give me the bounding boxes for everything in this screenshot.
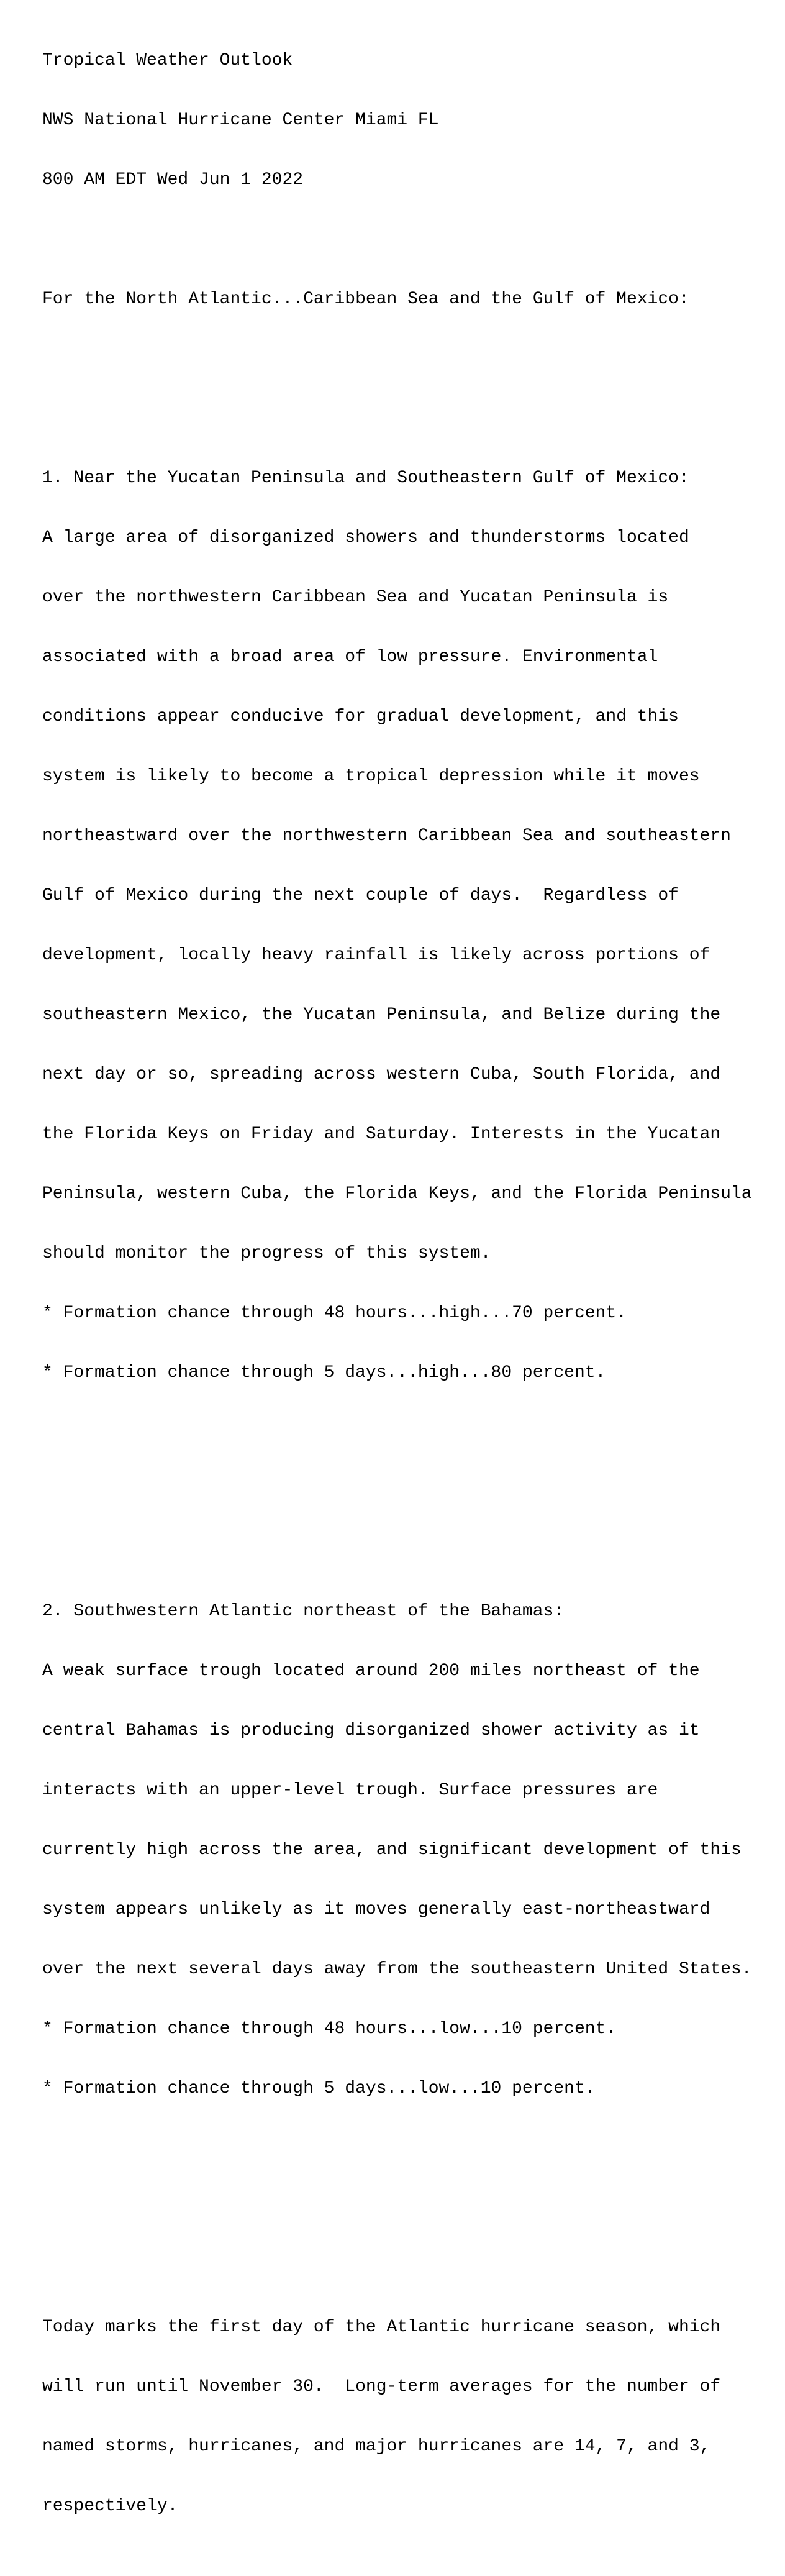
- discussion-line: system appears unlikely as it moves generally east-northeastward: [42, 1900, 710, 1919]
- formation-chance-48h: * Formation chance through 48 hours...high...70 percent.: [42, 1304, 627, 1323]
- season-note-line: named storms, hurricanes, and major hurricanes are 14, 7, and 3,: [42, 2437, 710, 2456]
- discussion-line: should monitor the progress of this system.: [42, 1244, 491, 1263]
- discussion-line: northeastward over the northwestern Caribbean Sea and southeastern: [42, 826, 731, 846]
- discussion-line: A weak surface trough located around 200 miles northeast of the: [42, 1661, 700, 1681]
- season-note-line: Today marks the first day of the Atlantic hurricane season, which: [42, 2318, 721, 2337]
- formation-chance-48h: * Formation chance through 48 hours...low...10 percent.: [42, 2019, 617, 2039]
- discussion-line: next day or so, spreading across western Cuba, South Florida, and: [42, 1065, 721, 1084]
- discussion-line: over the next several days away from the southeastern United States.: [42, 1960, 752, 1979]
- discussion-line: interacts with an upper-level trough. Surface pressures are: [42, 1781, 658, 1800]
- discussion-line: associated with a broad area of low pressure. Environmental: [42, 647, 658, 667]
- season-note-section: [42, 2278, 752, 2556]
- region-statement: For the North Atlantic...Caribbean Sea and the Gulf of Mexico:: [42, 290, 689, 309]
- discussion-line: A large area of disorganized showers and thunderstorms located: [42, 528, 689, 547]
- discussion-line: system is likely to become a tropical depression while it moves: [42, 767, 700, 786]
- outlook-document: [42, 11, 752, 2576]
- season-note-line: will run until November 30. Long-term averages for the number of: [42, 2377, 721, 2396]
- season-note-line: respectively.: [42, 2496, 178, 2516]
- discussion-line: Gulf of Mexico during the next couple of days. Regardless of: [42, 886, 679, 905]
- issuing-office: NWS National Hurricane Center Miami FL: [42, 111, 439, 130]
- system-2-section: [42, 1562, 752, 2139]
- discussion-line: currently high across the area, and significant development of this: [42, 1840, 742, 1860]
- blank-line: [42, 349, 752, 369]
- blank-line: [42, 1482, 752, 1502]
- discussion-line: central Bahamas is producing disorganized shower activity as it: [42, 1721, 700, 1740]
- blank-line: [42, 2198, 752, 2218]
- document-title: Tropical Weather Outlook: [42, 51, 293, 70]
- discussion-line: development, locally heavy rainfall is likely across portions of: [42, 946, 710, 965]
- system-heading: 2. Southwestern Atlantic northeast of the Bahamas:: [42, 1602, 565, 1621]
- formation-chance-5d: * Formation chance through 5 days...high...80 percent.: [42, 1363, 606, 1382]
- system-heading: 1. Near the Yucatan Peninsula and Southeastern Gulf of Mexico:: [42, 468, 689, 488]
- discussion-line: southeastern Mexico, the Yucatan Peninsula, and Belize during the: [42, 1005, 721, 1025]
- discussion-line: over the northwestern Caribbean Sea and Yucatan Peninsula is: [42, 588, 669, 607]
- formation-chance-5d: * Formation chance through 5 days...low...10 percent.: [42, 2079, 596, 2098]
- system-1-section: [42, 429, 752, 1423]
- discussion-line: Peninsula, western Cuba, the Florida Keys, and the Florida Peninsula: [42, 1184, 752, 1204]
- blank-line: [42, 230, 752, 250]
- discussion-line: conditions appear conducive for gradual development, and this: [42, 707, 679, 726]
- issue-time: 800 AM EDT Wed Jun 1 2022: [42, 170, 304, 190]
- discussion-line: the Florida Keys on Friday and Saturday. Interests in the Yucatan: [42, 1125, 721, 1144]
